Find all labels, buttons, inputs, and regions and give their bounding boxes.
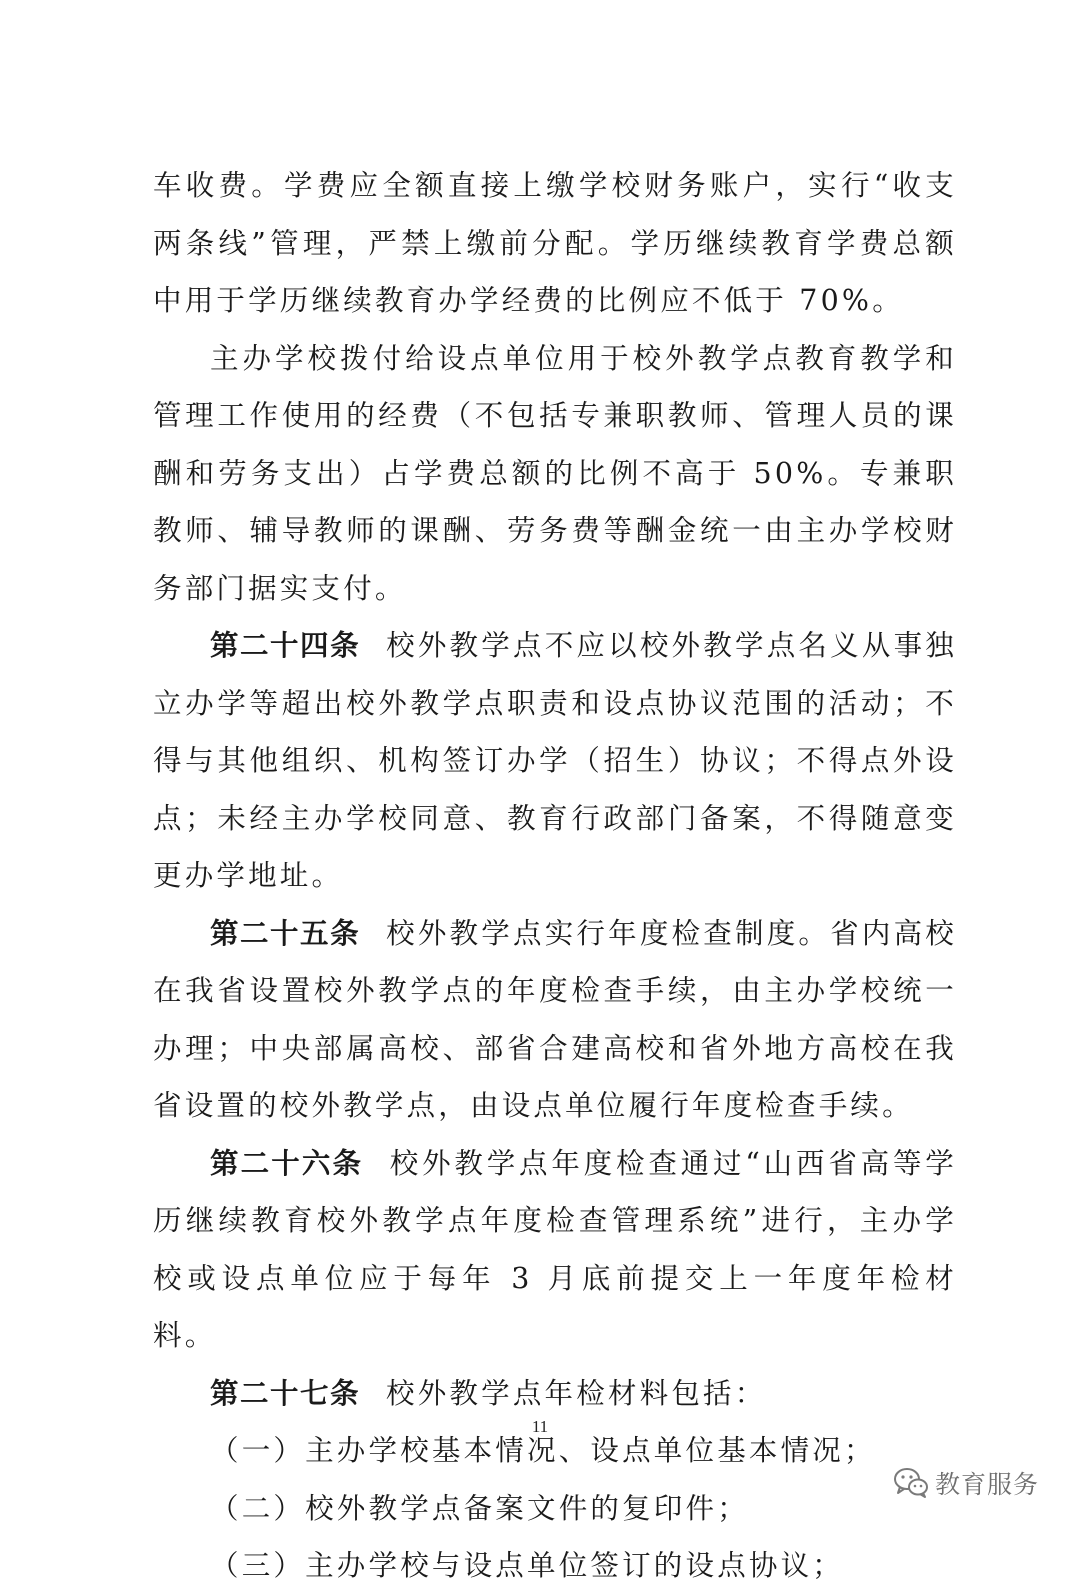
list-item-3	[153, 1537, 957, 1595]
wechat-icon	[893, 1467, 929, 1499]
article-number: 第二十五条	[210, 915, 361, 950]
watermark	[893, 1461, 1039, 1505]
article-24	[153, 617, 957, 905]
page-number: 11	[531, 1417, 549, 1436]
article-text: 校外教学点不应以校外教学点名义从事独立办学等超出校外教学点职责和设点协议范围的活动；不得与其他组织、机构签订办学（招生）协议；不得点外设点；未经主办学校同意、教育行政部门备案，不得随意变更办学地址。	[153, 629, 957, 892]
list-item-text: （一）主办学校基本情况、设点单位基本情况；	[210, 1434, 876, 1467]
watermark-text: 教育服务	[935, 1470, 1040, 1499]
article-26	[153, 1135, 957, 1365]
paragraph-text: 主办学校拨付给设点单位用于校外教学点教育教学和管理工作使用的经费（不包括专兼职教师、管理人员的课酬和劳务支出）占学费总额的比例不高于 50%。专兼职教师、辅导教师的课酬、劳务费等酬金统一由主办学校财务部门据实支付。	[153, 341, 957, 605]
article-25	[153, 905, 957, 1135]
list-item-text: （三）主办学校与设点单位签订的设点协议；	[210, 1549, 845, 1582]
list-item-2	[153, 1480, 957, 1538]
list-item-text: （二）校外教学点备案文件的复印件；	[210, 1491, 749, 1525]
article-number: 第二十四条	[210, 628, 361, 662]
paragraph-2	[153, 330, 957, 618]
article-number: 第二十六条	[210, 1145, 364, 1180]
article-text: 校外教学点年检材料包括：	[386, 1376, 767, 1410]
article-27	[153, 1365, 957, 1423]
article-number: 第二十七条	[210, 1375, 361, 1410]
paragraph-1	[153, 157, 957, 330]
article-text: 校外教学点实行年度检查制度。省内高校在我省设置校外教学点的年度检查手续，由主办学校统一办理；中央部属高校、部省合建高校和省外地方高校在我省设置的校外教学点，由设点单位履行年度检查手续。	[153, 916, 957, 1122]
document-body	[153, 157, 957, 1595]
paragraph-text: 车收费。学费应全额直接上缴学校财务账户，实行“收支两条线”管理，严禁上缴前分配。学历继续教育学费总额中用于学历继续教育办学经费的比例应不低于 70%。	[153, 169, 957, 317]
article-text: 校外教学点年度检查通过“山西省高等学历继续教育校外教学点年度检查管理系统”进行，主办学校或设点单位应于每年 3 月底前提交上一年度年检材料。	[153, 1146, 957, 1352]
